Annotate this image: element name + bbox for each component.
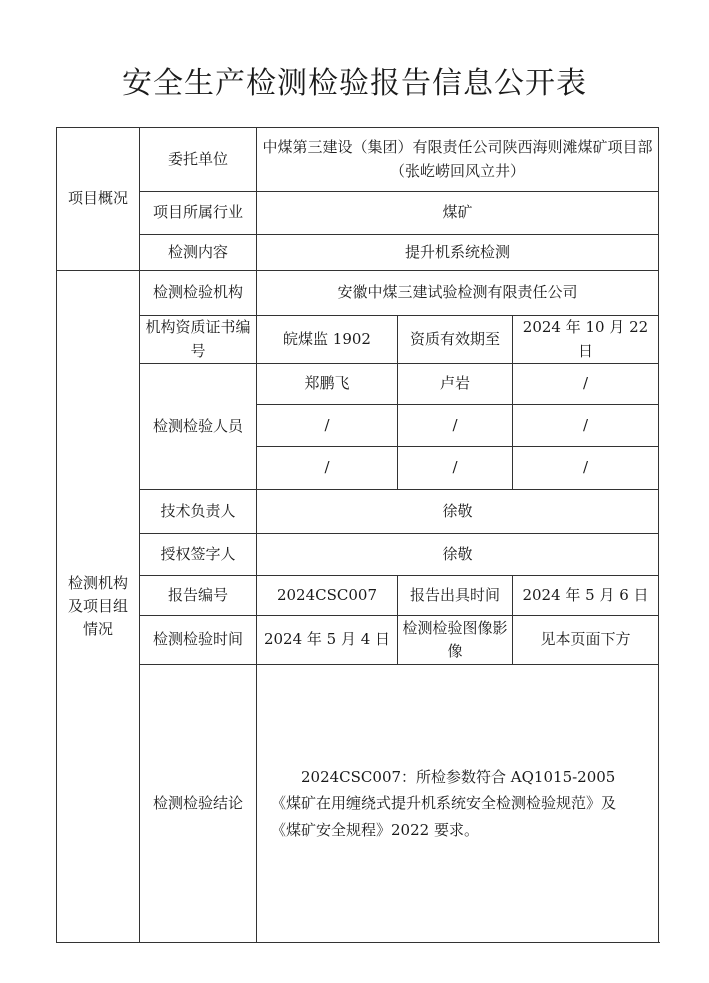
conclusion-text: 2024CSC007：所检参数符合 AQ1015-2005《煤矿在用缠绕式提升机系统安全检测检验规范》及《煤矿安全规程》2022 要求。 <box>271 768 617 839</box>
row-signer <box>57 534 659 576</box>
test-date-value: 2024 年 5 月 4 日 <box>257 616 398 665</box>
section-conclusion-label: 检测检验结论 <box>140 665 257 943</box>
row-content <box>57 235 659 271</box>
industry-value: 煤矿 <box>257 192 659 235</box>
content-value: 提升机系统检测 <box>257 235 659 271</box>
personnel-cell: / <box>513 447 659 490</box>
industry-label: 项目所属行业 <box>140 192 257 235</box>
org-label: 检测检验机构 <box>140 271 257 316</box>
issue-date-label: 报告出具时间 <box>398 576 513 616</box>
personnel-cell: / <box>257 447 398 490</box>
row-cert <box>57 316 659 364</box>
personnel-label: 检测检验人员 <box>140 364 257 490</box>
report-info-table <box>56 127 659 943</box>
cert-value: 皖煤监 1902 <box>257 316 398 364</box>
document-title: 安全生产检测检验报告信息公开表 <box>122 66 587 101</box>
row-conclusion <box>57 665 659 943</box>
conclusion-cell <box>257 665 659 943</box>
content-label: 检测内容 <box>140 235 257 271</box>
row-client <box>57 128 659 192</box>
personnel-cell: / <box>513 364 659 405</box>
section-institution-label: 检测机构及项目组情况 <box>57 271 140 943</box>
row-personnel-1 <box>57 364 659 405</box>
issue-date-value: 2024 年 5 月 6 日 <box>513 576 659 616</box>
tech-lead-value: 徐敬 <box>257 490 659 534</box>
client-value: 中煤第三建设（集团）有限责任公司陕西海则滩煤矿项目部（张屹崂回风立井） <box>257 128 659 192</box>
row-org <box>57 271 659 316</box>
signer-label: 授权签字人 <box>140 534 257 576</box>
personnel-cell: / <box>398 447 513 490</box>
personnel-cell: 郑鹏飞 <box>257 364 398 405</box>
personnel-cell: 卢岩 <box>398 364 513 405</box>
signer-value: 徐敬 <box>257 534 659 576</box>
personnel-cell: / <box>513 405 659 447</box>
personnel-cell: / <box>257 405 398 447</box>
org-value: 安徽中煤三建试验检测有限责任公司 <box>257 271 659 316</box>
validity-label: 资质有效期至 <box>398 316 513 364</box>
row-test-date <box>57 616 659 665</box>
report-no-label: 报告编号 <box>140 576 257 616</box>
validity-value: 2024 年 10 月 22 日 <box>513 316 659 364</box>
client-label: 委托单位 <box>140 128 257 192</box>
cert-label: 机构资质证书编号 <box>140 316 257 364</box>
image-label: 检测检验图像影像 <box>398 616 513 665</box>
tech-lead-label: 技术负责人 <box>140 490 257 534</box>
row-tech-lead <box>57 490 659 534</box>
image-value: 见本页面下方 <box>513 616 659 665</box>
row-industry <box>57 192 659 235</box>
test-date-label: 检测检验时间 <box>140 616 257 665</box>
row-report-no <box>57 576 659 616</box>
report-no-value: 2024CSC007 <box>257 576 398 616</box>
personnel-cell: / <box>398 405 513 447</box>
section-overview-label: 项目概况 <box>57 128 140 271</box>
